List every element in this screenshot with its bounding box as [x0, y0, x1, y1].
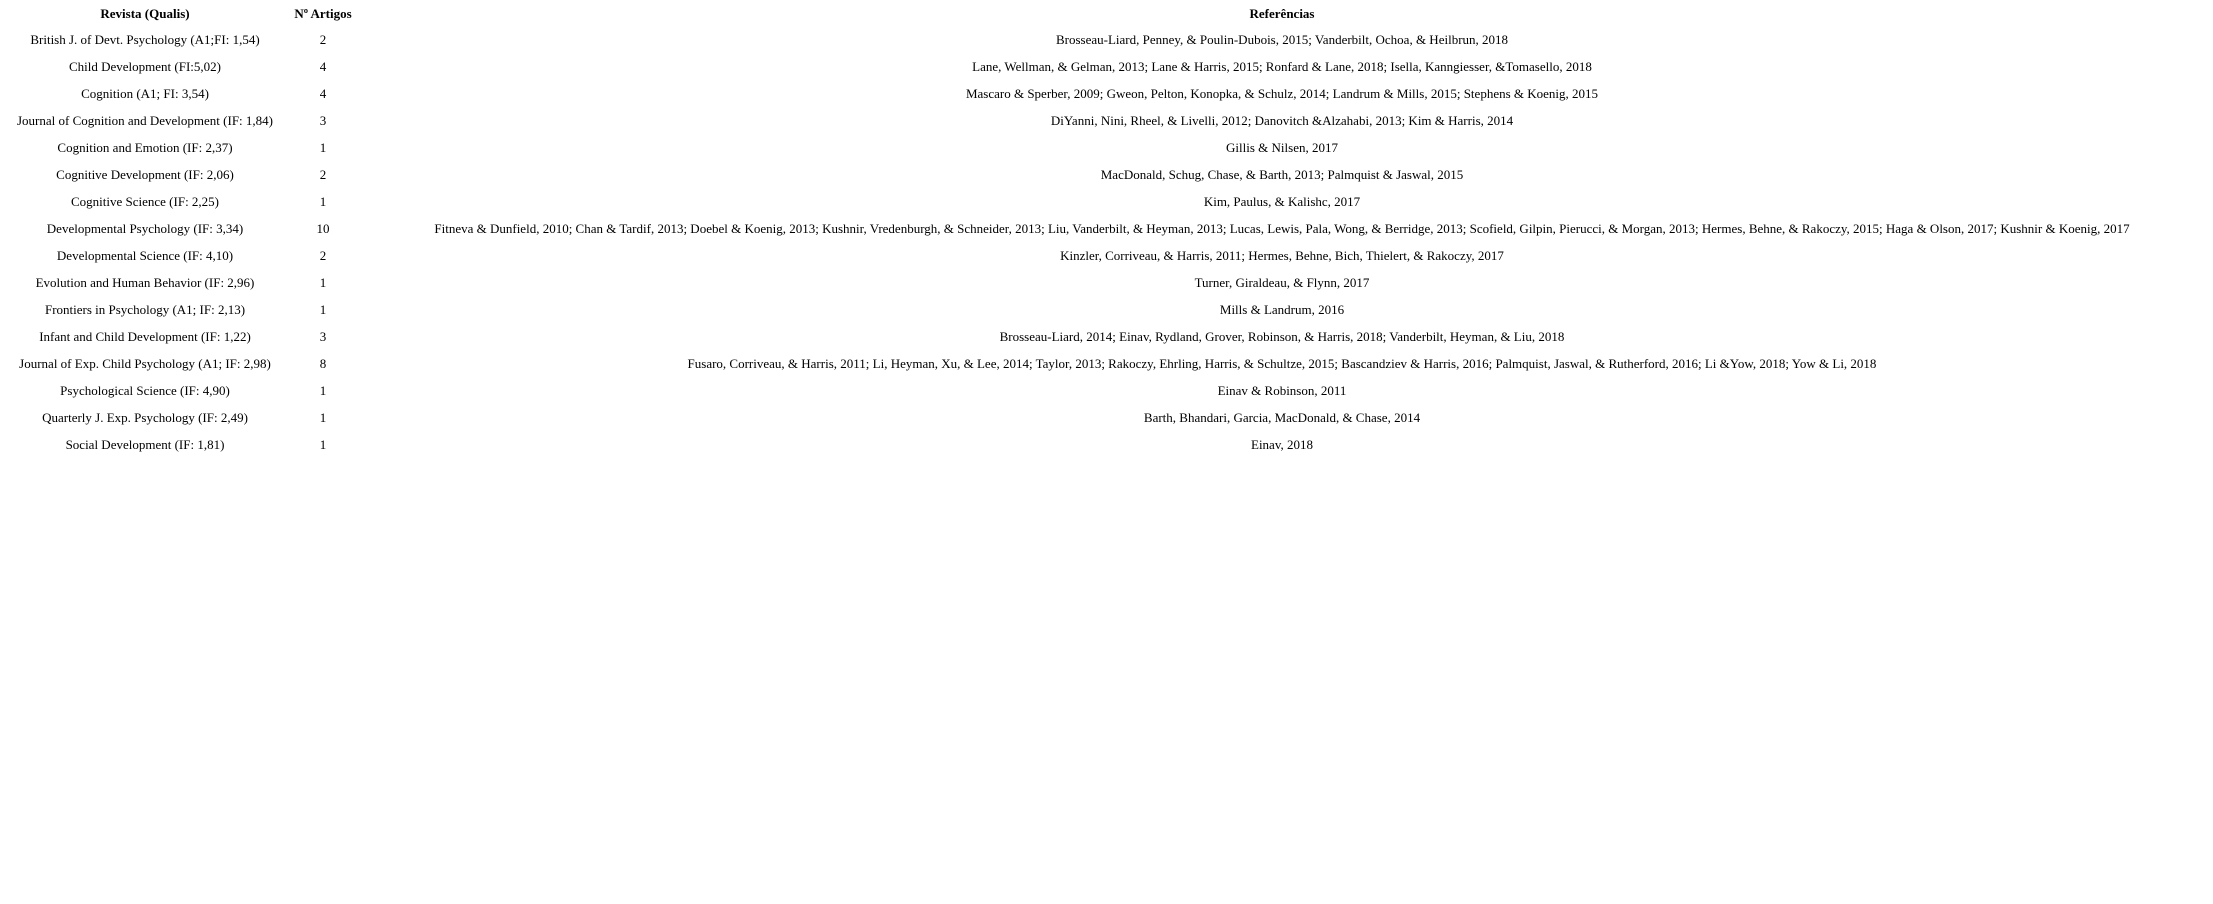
cell-references: Barth, Bhandari, Garcia, MacDonald, & Chase, 2014 [1143, 410, 1421, 425]
cell-count: 1 [319, 275, 327, 290]
table-row [0, 188, 2208, 215]
cell-journal: Journal of Exp. Child Psychology (A1; IF: 2,98) [19, 356, 271, 371]
cell-count: 1 [319, 410, 327, 425]
cell-references: Einav, 2018 [1251, 437, 1313, 452]
cell-count: 4 [319, 59, 327, 74]
cell-count: 8 [319, 356, 327, 371]
header-count: Nº Artigos [294, 6, 352, 21]
cell-references: MacDonald, Schug, Chase, & Barth, 2013; Palmquist & Jaswal, 2015 [1100, 167, 1464, 182]
cell-references: Fusaro, Corriveau, & Harris, 2011; Li, Heyman, Xu, & Lee, 2014; Taylor, 2013; Rakoczy, Ehrling, Harris, & Schultze, 2015; Bascandziev & Harris, 2016; Palmquist, Jaswal, & Rutherford, 2016; Li &Yow, 2018; Yow & Li, 2018 [687, 356, 1877, 371]
cell-references: Einav & Robinson, 2011 [1217, 383, 1347, 398]
cell-references: Mills & Landrum, 2016 [1219, 302, 1345, 317]
cell-count: 10 [316, 221, 330, 236]
cell-journal: Child Development (FI:5,02) [68, 59, 221, 74]
cell-count: 1 [319, 302, 327, 317]
cell-journal: British J. of Devt. Psychology (A1;FI: 1,54) [30, 32, 260, 47]
table-body [0, 26, 2208, 458]
table-row [0, 350, 2208, 377]
table-row [0, 215, 2208, 242]
table-row [0, 404, 2208, 431]
cell-references: Kim, Paulus, & Kalishc, 2017 [1203, 194, 1361, 209]
cell-journal: Infant and Child Development (IF: 1,22) [39, 329, 251, 344]
cell-journal: Evolution and Human Behavior (IF: 2,96) [35, 275, 255, 290]
table-row [0, 323, 2208, 350]
table-row [0, 26, 2208, 53]
table-row [0, 431, 2208, 458]
cell-references: Lane, Wellman, & Gelman, 2013; Lane & Harris, 2015; Ronfard & Lane, 2018; Isella, Kanngiesser, &Tomasello, 2018 [972, 59, 1592, 74]
table-row [0, 80, 2208, 107]
cell-count: 2 [319, 248, 327, 263]
header-row [0, 0, 2208, 26]
cell-count: 4 [319, 86, 327, 101]
cell-journal: Cognition and Emotion (IF: 2,37) [57, 140, 233, 155]
table-row [0, 242, 2208, 269]
header-references: Referências [1249, 6, 1315, 21]
table-row [0, 134, 2208, 161]
header-journal: Revista (Qualis) [100, 6, 190, 21]
cell-journal: Frontiers in Psychology (A1; IF: 2,13) [44, 302, 246, 317]
cell-references: Brosseau-Liard, Penney, & Poulin-Dubois, 2015; Vanderbilt, Ochoa, & Heilbrun, 2018 [1055, 32, 1509, 47]
cell-journal: Cognition (A1; FI: 3,54) [81, 86, 209, 101]
cell-references: Brosseau-Liard, 2014; Einav, Rydland, Grover, Robinson, & Harris, 2018; Vanderbilt, Heyman, & Liu, 2018 [999, 329, 1565, 344]
table-row [0, 53, 2208, 80]
cell-references: Kinzler, Corriveau, & Harris, 2011; Hermes, Behne, Bich, Thielert, & Rakoczy, 2017 [1060, 248, 1504, 263]
cell-references: Mascaro & Sperber, 2009; Gweon, Pelton, Konopka, & Schulz, 2014; Landrum & Mills, 2015; Stephens & Koenig, 2015 [965, 86, 1599, 101]
table-header [0, 0, 2208, 26]
cell-count: 3 [319, 329, 327, 344]
cell-count: 1 [319, 140, 327, 155]
table-row [0, 377, 2208, 404]
cell-references: DiYanni, Nini, Rheel, & Livelli, 2012; Danovitch &Alzahabi, 2013; Kim & Harris, 2014 [1050, 113, 1514, 128]
cell-count: 1 [319, 383, 327, 398]
cell-count: 1 [319, 437, 327, 452]
cell-count: 3 [319, 113, 327, 128]
cell-count: 1 [319, 194, 327, 209]
cell-journal: Social Development (IF: 1,81) [65, 437, 225, 452]
cell-count: 2 [319, 32, 327, 47]
cell-journal: Cognitive Development (IF: 2,06) [56, 167, 234, 182]
cell-journal: Psychological Science (IF: 4,90) [60, 383, 230, 398]
cell-journal: Journal of Cognition and Development (IF: 1,84) [17, 113, 273, 128]
cell-count: 2 [319, 167, 327, 182]
cell-journal: Developmental Science (IF: 4,10) [56, 248, 234, 263]
table-row [0, 296, 2208, 323]
table-row [0, 161, 2208, 188]
table-row [0, 107, 2208, 134]
table-row [0, 269, 2208, 296]
cell-references: Turner, Giraldeau, & Flynn, 2017 [1194, 275, 1370, 290]
cell-journal: Quarterly J. Exp. Psychology (IF: 2,49) [42, 410, 248, 425]
cell-journal: Cognitive Science (IF: 2,25) [70, 194, 220, 209]
cell-references: Gillis & Nilsen, 2017 [1226, 140, 1338, 155]
cell-journal: Developmental Psychology (IF: 3,34) [46, 221, 244, 236]
cell-references: Fitneva & Dunfield, 2010; Chan & Tardif, 2013; Doebel & Koenig, 2013; Kushnir, Vredenburgh, & Schneider, 2013; Liu, Vanderbilt, & Heyman, 2013; Lucas, Lewis, Pala, Wong, & Berridge, 2013; Scofield, Gilpin, Pierucci, & Morgan, 2013; Hermes, Behne, & Rakoczy, 2015; Haga & Olson, 2017; Kushnir & Koenig, 2017 [434, 221, 2130, 236]
